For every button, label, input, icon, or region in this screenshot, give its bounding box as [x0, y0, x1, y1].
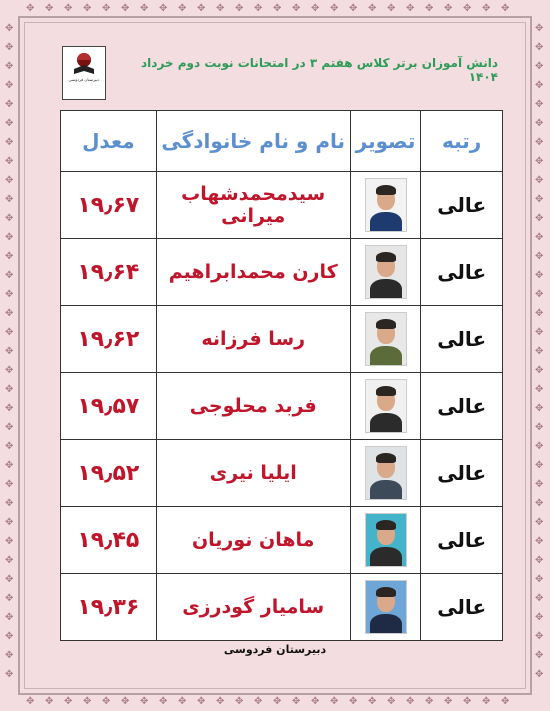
ornament-icon: ✥: [5, 536, 14, 547]
ornament-icon: ✥: [387, 696, 396, 707]
ornament-icon: ✥: [444, 696, 453, 707]
ornament-icon: ✥: [535, 289, 544, 300]
ornament-icon: ✥: [5, 365, 14, 376]
ornament-icon: ✥: [273, 3, 282, 14]
grade-average: ۱۹٫۶۴: [61, 239, 157, 306]
ornament-icon: ✥: [535, 669, 544, 680]
header-photo: تصویر: [350, 111, 421, 172]
table-row: [61, 440, 503, 507]
ornament-icon: ✥: [463, 3, 472, 14]
ornament-icon: ✥: [254, 696, 263, 707]
ornament-icon: ✥: [501, 696, 510, 707]
ornament-icon: ✥: [425, 696, 434, 707]
student-photo: [365, 446, 407, 500]
grade-average: ۱۹٫۶۷: [61, 172, 157, 239]
ornament-icon: ✥: [26, 696, 35, 707]
ornament-icon: ✥: [45, 3, 54, 14]
ornament-icon: ✥: [535, 346, 544, 357]
ornament-icon: ✥: [5, 555, 14, 566]
ornament-icon: ✥: [5, 574, 14, 585]
ornament-icon: ✥: [535, 574, 544, 585]
ornament-icon: ✥: [5, 99, 14, 110]
ornament-icon: ✥: [159, 3, 168, 14]
ornament-icon: ✥: [5, 80, 14, 91]
ornament-icon: ✥: [535, 213, 544, 224]
ornament-icon: ✥: [535, 80, 544, 91]
ornament-icon: ✥: [45, 696, 54, 707]
student-name: رسا فرزانه: [156, 306, 350, 373]
logo-caption: دبیرستان فردوسی: [68, 77, 100, 82]
student-photo: [365, 312, 407, 366]
grade-average: ۱۹٫۵۷: [61, 373, 157, 440]
student-photo: [365, 513, 407, 567]
ornament-icon: ✥: [5, 270, 14, 281]
ornament-icon: ✥: [330, 3, 339, 14]
ornament-icon: ✥: [535, 251, 544, 262]
ornament-icon: ✥: [102, 3, 111, 14]
photo-cell: [350, 507, 421, 574]
ornament-icon: ✥: [535, 23, 544, 34]
ornament-icon: ✥: [5, 593, 14, 604]
ornament-icon: ✥: [216, 696, 225, 707]
ornament-icon: ✥: [535, 194, 544, 205]
table-row: [61, 373, 503, 440]
header-name: نام و نام خانوادگی: [156, 111, 350, 172]
ornament-icon: ✥: [535, 612, 544, 623]
ornament-icon: ✥: [368, 3, 377, 14]
ornament-icon: ✥: [5, 42, 14, 53]
table-row: [61, 172, 503, 239]
ornament-icon: ✥: [535, 384, 544, 395]
ornament-icon: ✥: [102, 696, 111, 707]
ornament-icon: ✥: [216, 3, 225, 14]
ornament-icon: ✥: [535, 137, 544, 148]
ornament-icon: ✥: [535, 441, 544, 452]
ornament-icon: ✥: [5, 384, 14, 395]
ornament-icon: ✥: [535, 308, 544, 319]
ornament-icon: ✥: [5, 422, 14, 433]
grade-average: ۱۹٫۴۵: [61, 507, 157, 574]
header-average: معدل: [61, 111, 157, 172]
ornament-icon: ✥: [292, 3, 301, 14]
student-name: فربد محلوجی: [156, 373, 350, 440]
ornament-icon: ✥: [535, 403, 544, 414]
photo-cell: [350, 306, 421, 373]
ornament-icon: ✥: [535, 327, 544, 338]
rank-cell: عالی: [421, 507, 503, 574]
ornament-icon: ✥: [121, 696, 130, 707]
ornament-icon: ✥: [5, 346, 14, 357]
table-header-row: [61, 111, 503, 172]
ornament-icon: ✥: [5, 118, 14, 129]
ornament-icon: ✥: [535, 498, 544, 509]
student-name: سامیار گودرزی: [156, 574, 350, 641]
ornament-icon: ✥: [5, 194, 14, 205]
ornament-icon: ✥: [5, 23, 14, 34]
ornament-icon: ✥: [535, 555, 544, 566]
ornament-icon: ✥: [311, 3, 320, 14]
ornament-icon: ✥: [5, 612, 14, 623]
student-photo: [365, 178, 407, 232]
grade-average: ۱۹٫۵۲: [61, 440, 157, 507]
ornament-icon: ✥: [292, 696, 301, 707]
header: [56, 44, 502, 104]
ornament-icon: ✥: [235, 696, 244, 707]
photo-cell: [350, 172, 421, 239]
ornament-icon: ✥: [535, 118, 544, 129]
page-title: دانش آموزان برتر کلاس هفتم ۳ در امتحانات نوبت دوم خرداد ۱۴۰۴: [141, 56, 498, 84]
table-row: [61, 239, 503, 306]
ornament-icon: ✥: [535, 156, 544, 167]
ornament-icon: ✥: [140, 696, 149, 707]
honor-table: [60, 110, 503, 641]
rank-cell: عالی: [421, 440, 503, 507]
ornament-icon: ✥: [5, 327, 14, 338]
ornament-icon: ✥: [311, 696, 320, 707]
rank-cell: عالی: [421, 239, 503, 306]
ornament-icon: ✥: [5, 251, 14, 262]
table-row: [61, 306, 503, 373]
ornament-icon: ✥: [482, 696, 491, 707]
ornament-icon: ✥: [535, 61, 544, 72]
ornament-icon: ✥: [535, 99, 544, 110]
ornament-icon: ✥: [425, 3, 434, 14]
student-photo: [365, 580, 407, 634]
ornament-icon: ✥: [368, 696, 377, 707]
ornament-icon: ✥: [140, 3, 149, 14]
rank-cell: عالی: [421, 574, 503, 641]
ornament-icon: ✥: [64, 696, 73, 707]
ornament-icon: ✥: [273, 696, 282, 707]
ornament-icon: ✥: [5, 650, 14, 661]
photo-cell: [350, 440, 421, 507]
ornament-icon: ✥: [535, 479, 544, 490]
ornament-icon: ✥: [5, 156, 14, 167]
ornament-icon: ✥: [535, 536, 544, 547]
ornament-icon: ✥: [501, 3, 510, 14]
book-emblem-icon: [71, 51, 97, 77]
ornament-icon: ✥: [5, 213, 14, 224]
ornament-icon: ✥: [254, 3, 263, 14]
ornament-icon: ✥: [463, 696, 472, 707]
ornament-icon: ✥: [406, 3, 415, 14]
ornament-icon: ✥: [5, 137, 14, 148]
ornament-icon: ✥: [5, 517, 14, 528]
ornament-icon: ✥: [5, 631, 14, 642]
table-row: [61, 507, 503, 574]
header-rank: رتبه: [421, 111, 503, 172]
ornament-icon: ✥: [535, 650, 544, 661]
ornament-icon: ✥: [26, 3, 35, 14]
footer-school-name: دبیرستان فردوسی: [223, 643, 327, 656]
ornament-icon: ✥: [159, 696, 168, 707]
ornament-icon: ✥: [5, 403, 14, 414]
school-logo: [62, 46, 106, 100]
ornament-icon: ✥: [121, 3, 130, 14]
table-row: [61, 574, 503, 641]
ornament-icon: ✥: [535, 42, 544, 53]
ornament-icon: ✥: [535, 175, 544, 186]
student-name: ایلیا نیری: [156, 440, 350, 507]
ornament-icon: ✥: [535, 232, 544, 243]
ornament-icon: ✥: [5, 460, 14, 471]
ornament-icon: ✥: [535, 422, 544, 433]
ornament-icon: ✥: [83, 696, 92, 707]
rank-cell: عالی: [421, 172, 503, 239]
ornament-icon: ✥: [197, 3, 206, 14]
ornament-icon: ✥: [178, 3, 187, 14]
ornament-icon: ✥: [5, 479, 14, 490]
ornament-icon: ✥: [5, 498, 14, 509]
student-photo: [365, 379, 407, 433]
ornament-icon: ✥: [178, 696, 187, 707]
photo-cell: [350, 574, 421, 641]
ornament-icon: ✥: [406, 696, 415, 707]
ornament-icon: ✥: [197, 696, 206, 707]
ornament-icon: ✥: [535, 365, 544, 376]
ornament-icon: ✥: [5, 61, 14, 72]
photo-cell: [350, 239, 421, 306]
student-photo: [365, 245, 407, 299]
ornament-icon: ✥: [5, 308, 14, 319]
ornament-icon: ✥: [5, 441, 14, 452]
ornament-icon: ✥: [444, 3, 453, 14]
ornament-icon: ✥: [330, 696, 339, 707]
ornament-icon: ✥: [5, 175, 14, 186]
grade-average: ۱۹٫۳۶: [61, 574, 157, 641]
ornament-icon: ✥: [5, 232, 14, 243]
ornament-icon: ✥: [535, 517, 544, 528]
ornament-icon: ✥: [83, 3, 92, 14]
ornament-icon: ✥: [349, 3, 358, 14]
ornament-icon: ✥: [387, 3, 396, 14]
ornament-icon: ✥: [535, 270, 544, 281]
ornament-icon: ✥: [235, 3, 244, 14]
ornament-icon: ✥: [482, 3, 491, 14]
photo-cell: [350, 373, 421, 440]
ornament-icon: ✥: [5, 289, 14, 300]
rank-cell: عالی: [421, 373, 503, 440]
ornament-icon: ✥: [535, 593, 544, 604]
student-name: ماهان نوریان: [156, 507, 350, 574]
ornament-icon: ✥: [349, 696, 358, 707]
grade-average: ۱۹٫۶۲: [61, 306, 157, 373]
ornament-icon: ✥: [535, 631, 544, 642]
student-name: کارن محمدابراهیم: [156, 239, 350, 306]
rank-cell: عالی: [421, 306, 503, 373]
ornament-icon: ✥: [5, 669, 14, 680]
ornament-icon: ✥: [535, 460, 544, 471]
student-name: سیدمحمدشهاب میرانی: [156, 172, 350, 239]
ornament-icon: ✥: [64, 3, 73, 14]
